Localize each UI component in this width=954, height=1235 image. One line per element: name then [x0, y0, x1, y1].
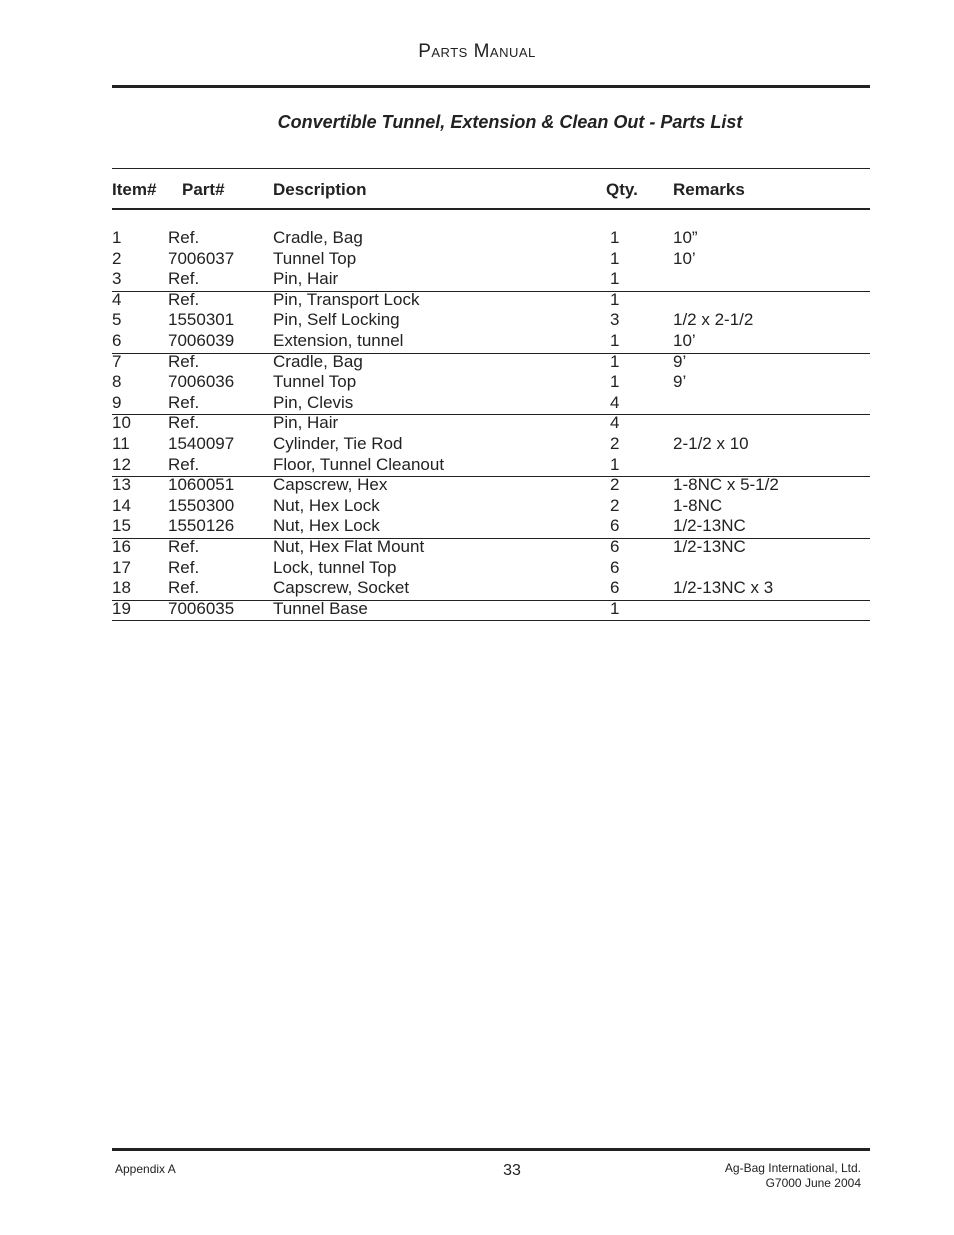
footer-company: Ag-Bag International, Ltd. [724, 1161, 861, 1175]
cell-item: 5 [112, 310, 122, 330]
table-row [0, 558, 954, 579]
cell-quantity: 6 [610, 578, 620, 598]
page-header-title: Parts Manual [418, 41, 536, 62]
cell-remarks: 1-8NC x 5-1/2 [673, 475, 779, 495]
cell-description: Nut, Hex Lock [273, 516, 380, 536]
cell-item: 14 [112, 495, 131, 515]
cell-description: Floor, Tunnel Cleanout [273, 454, 445, 474]
cell-quantity: 6 [610, 557, 620, 577]
cell-description: Pin, Hair [273, 269, 339, 289]
table-row [0, 352, 954, 373]
page-number: 33 [503, 1162, 521, 1179]
footer-section-label: Appendix A [115, 1162, 176, 1176]
cell-remarks: 1-8NC [673, 495, 723, 515]
cell-part-number: 1550301 [168, 310, 235, 330]
cell-description: Cradle, Bag [273, 351, 363, 371]
table-row [0, 331, 954, 352]
table-row [0, 537, 954, 558]
cell-description: Lock, tunnel Top [273, 557, 397, 577]
cell-item: 8 [112, 372, 122, 392]
cell-quantity: 1 [610, 372, 620, 392]
cell-part-number: Ref. [168, 537, 200, 556]
cell-remarks: 10” [673, 228, 698, 247]
table-top-rule [112, 168, 870, 169]
column-header-remarks: Remarks [673, 180, 745, 199]
cell-item: 6 [112, 331, 122, 350]
cell-remarks: 2-1/2 x 10 [673, 434, 749, 453]
cell-remarks: 9’ [673, 351, 687, 371]
cell-description: Cylinder, Tie Rod [273, 434, 403, 453]
table-row [0, 372, 954, 393]
cell-part-number: Ref. [168, 578, 200, 598]
cell-item: 7 [112, 351, 122, 371]
cell-part-number: Ref. [168, 228, 200, 247]
cell-part-number: 1540097 [168, 434, 235, 453]
header-divider [112, 85, 870, 88]
cell-part-number: 7006039 [168, 331, 235, 350]
cell-quantity: 4 [610, 392, 620, 412]
table-row [0, 393, 954, 414]
table-row [0, 496, 954, 517]
cell-item: 18 [112, 578, 131, 598]
cell-remarks: 1/2-13NC [673, 537, 746, 556]
table-row [0, 269, 954, 290]
table-row [0, 290, 954, 311]
cell-item: 16 [112, 537, 131, 556]
cell-quantity: 1 [610, 228, 620, 247]
cell-description: Capscrew, Socket [273, 578, 410, 598]
table-row [0, 413, 954, 434]
table-row [0, 455, 954, 476]
footer-doc-ref: G7000 June 2004 [765, 1176, 861, 1190]
cell-description: Pin, Transport Lock [273, 289, 420, 309]
table-row [0, 516, 954, 537]
cell-part-number: 7006035 [168, 598, 235, 618]
parts-list-title: Convertible Tunnel, Extension & Clean Out - Parts List [277, 112, 743, 132]
column-header-description: Description [273, 180, 367, 199]
table-row [0, 310, 954, 331]
cell-remarks: 1/2-13NC x 3 [673, 578, 774, 598]
column-header-part: Part# [182, 180, 225, 199]
cell-quantity: 2 [610, 495, 620, 515]
cell-quantity: 3 [610, 310, 620, 330]
cell-part-number: Ref. [168, 289, 200, 309]
cell-part-number: Ref. [168, 351, 200, 371]
cell-quantity: 2 [610, 475, 620, 495]
cell-quantity: 1 [610, 598, 620, 618]
footer-divider [112, 1148, 870, 1151]
cell-part-number: Ref. [168, 413, 200, 433]
cell-description: Tunnel Top [273, 248, 357, 268]
cell-quantity: 1 [610, 454, 620, 474]
cell-part-number: 1060051 [168, 475, 235, 495]
cell-description: Extension, tunnel [273, 331, 404, 350]
table-header-rule [112, 208, 870, 210]
cell-description: Capscrew, Hex [273, 475, 388, 495]
table-row [0, 249, 954, 270]
cell-description: Pin, Self Locking [273, 310, 400, 330]
column-header-item: Item# [112, 180, 157, 199]
cell-item: 17 [112, 557, 131, 577]
cell-item: 1 [112, 228, 122, 247]
cell-quantity: 2 [610, 434, 620, 453]
cell-item: 3 [112, 269, 122, 289]
cell-item: 4 [112, 289, 122, 309]
cell-item: 11 [112, 434, 130, 453]
cell-quantity: 4 [610, 413, 620, 433]
cell-description: Nut, Hex Lock [273, 495, 380, 515]
cell-part-number: 7006037 [168, 248, 235, 268]
cell-quantity: 1 [610, 289, 620, 309]
table-row [0, 434, 954, 455]
cell-description: Pin, Clevis [273, 392, 354, 412]
cell-remarks: 10’ [673, 248, 696, 268]
cell-description: Pin, Hair [273, 413, 339, 433]
table-row [0, 475, 954, 496]
cell-quantity: 1 [610, 351, 620, 371]
footer-publisher [725, 1161, 861, 1191]
cell-item: 9 [112, 392, 122, 412]
cell-item: 10 [112, 413, 131, 433]
cell-item: 13 [112, 475, 131, 495]
cell-item: 12 [112, 454, 131, 474]
cell-description: Tunnel Top [273, 372, 357, 392]
cell-part-number: Ref. [168, 269, 200, 289]
cell-quantity: 6 [610, 537, 620, 556]
cell-quantity: 1 [610, 248, 620, 268]
row-group-separator [112, 620, 870, 621]
cell-quantity: 1 [610, 269, 620, 289]
cell-part-number: Ref. [168, 557, 200, 577]
cell-description: Nut, Hex Flat Mount [273, 537, 425, 556]
cell-item: 2 [112, 248, 122, 268]
cell-remarks: 1/2 x 2-1/2 [673, 310, 754, 330]
cell-quantity: 6 [610, 516, 620, 536]
cell-remarks: 9’ [673, 372, 687, 392]
table-row [0, 228, 954, 249]
table-row [0, 578, 954, 599]
table-row [0, 599, 954, 620]
cell-description: Tunnel Base [273, 598, 368, 618]
cell-part-number: 1550126 [168, 516, 235, 536]
column-header-qty: Qty. [606, 180, 638, 199]
cell-part-number: Ref. [168, 454, 200, 474]
cell-item: 15 [112, 516, 131, 536]
cell-description: Cradle, Bag [273, 228, 363, 247]
cell-part-number: 7006036 [168, 372, 235, 392]
cell-part-number: Ref. [168, 392, 200, 412]
cell-item: 19 [112, 598, 131, 618]
cell-quantity: 1 [610, 331, 620, 350]
cell-part-number: 1550300 [168, 495, 235, 515]
cell-remarks: 10’ [673, 331, 696, 350]
cell-remarks: 1/2-13NC [673, 516, 746, 536]
